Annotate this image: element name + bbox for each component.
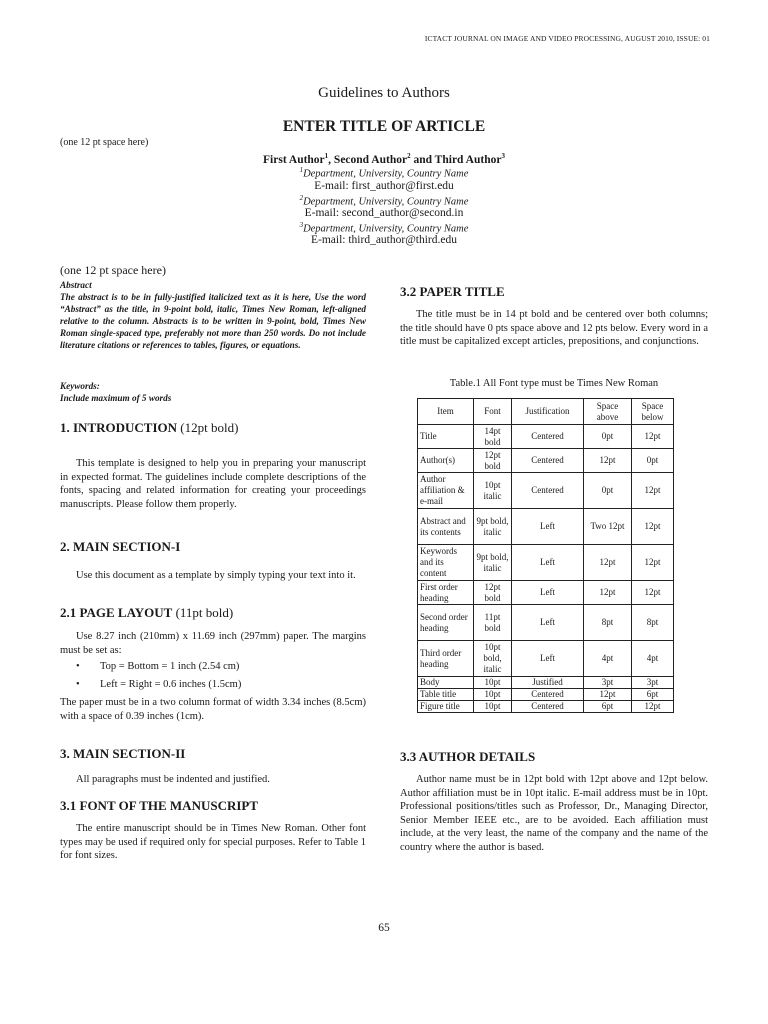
- table-cell: 14pt bold: [474, 425, 512, 449]
- author-sup: 1: [324, 152, 329, 160]
- table-cell: Left: [512, 605, 584, 641]
- affiliation-2: [0, 194, 768, 208]
- table-cell: 12pt: [584, 449, 632, 473]
- table-cell: 12pt: [584, 581, 632, 605]
- table-cell: Left: [512, 641, 584, 677]
- table-cell: 12pt: [632, 425, 674, 449]
- table-row: [418, 509, 674, 545]
- email-3: E-mail: third_author@third.edu: [310, 234, 457, 246]
- keywords-text: Include maximum of 5 words: [60, 393, 172, 403]
- section-heading-paper-title: 3.2 PAPER TITLE: [400, 284, 505, 299]
- bullet-text: Top = Bottom = 1 inch (2.54 cm): [100, 661, 240, 672]
- affiliation-text: Department, University, Country Name: [303, 223, 469, 235]
- bullet-icon: •: [76, 679, 80, 690]
- author-line: [0, 152, 768, 166]
- font-table: [417, 398, 674, 713]
- table-cell: 0pt: [584, 425, 632, 449]
- page-number: 65: [378, 922, 390, 934]
- table-cell: 10pt: [474, 677, 512, 689]
- table-cell: 10pt bold, italic: [474, 641, 512, 677]
- table-cell: 4pt: [584, 641, 632, 677]
- table-row: [418, 581, 674, 605]
- table-cell: First order heading: [418, 581, 474, 605]
- table-cell: Keywords and its content: [418, 545, 474, 581]
- table-row: [418, 473, 674, 509]
- table-cell: Author affiliation & e-mail: [418, 473, 474, 509]
- table-header-cell: Space below: [632, 399, 674, 425]
- table-cell: 0pt: [584, 473, 632, 509]
- section-heading-font: 3.1 FONT OF THE MANUSCRIPT: [60, 798, 259, 813]
- affiliation-3: [0, 221, 768, 235]
- table-cell: 12pt: [632, 545, 674, 581]
- table-cell: 10pt: [474, 701, 512, 713]
- table-row: [418, 605, 674, 641]
- table-cell: 0pt: [632, 449, 674, 473]
- heading-note: (11pt bold): [172, 605, 234, 620]
- table-cell: 12pt bold: [474, 581, 512, 605]
- main1-paragraph: Use this document as a template by simply typing your text into it.: [76, 570, 356, 581]
- table-cell: Justified: [512, 677, 584, 689]
- space-note: (one 12 pt space here): [60, 137, 149, 148]
- table-cell: Centered: [512, 701, 584, 713]
- second-author: , Second Author: [328, 153, 408, 166]
- table-row: [418, 425, 674, 449]
- heading-note: (12pt bold): [177, 420, 239, 435]
- table-row: [418, 689, 674, 701]
- table-cell: Left: [512, 509, 584, 545]
- table-cell: Title: [418, 425, 474, 449]
- table-cell: 12pt bold: [474, 449, 512, 473]
- table-cell: Figure title: [418, 701, 474, 713]
- table-cell: 12pt: [632, 473, 674, 509]
- bullet-icon: •: [76, 661, 80, 672]
- email-1: E-mail: first_author@first.edu: [314, 180, 454, 192]
- intro-paragraph: This template is designed to help you in preparing your manuscript in expected format. The guidelines include complete descriptions of the fonts, spacing and related information for creating your proceedings manuscripts. Please follow them properly.: [60, 458, 366, 510]
- table-cell: Third order heading: [418, 641, 474, 677]
- table-cell: 12pt: [584, 545, 632, 581]
- table-cell: Table title: [418, 689, 474, 701]
- font-paragraph: The entire manuscript should be in Times New Roman. Other font types may be used if required only for special purposes. Refer to Table 1 for font sizes.: [60, 823, 366, 862]
- space-note-2: (one 12 pt space here): [60, 263, 166, 277]
- section-heading-author-details: 3.3 AUTHOR DETAILS: [400, 749, 536, 764]
- section-heading-main-2: 3. MAIN SECTION-II: [60, 746, 186, 761]
- affil-sup: 2: [299, 194, 304, 202]
- paper-title-paragraph: The title must be in 14 pt bold and be centered over both columns; the title should have 0 pts space above and 12 pts below. Every word in a title must be capitalized except articles, prepositions, and conjunctions.: [400, 309, 708, 348]
- table-cell: 9pt bold, italic: [474, 545, 512, 581]
- table-cell: Centered: [512, 473, 584, 509]
- affiliation-text: Department, University, Country Name: [303, 196, 469, 208]
- table-cell: Two 12pt: [584, 509, 632, 545]
- table-cell: 3pt: [584, 677, 632, 689]
- affiliation-1: [0, 166, 768, 180]
- table-cell: 8pt: [584, 605, 632, 641]
- table-cell: 6pt: [584, 701, 632, 713]
- table-row: [418, 701, 674, 713]
- heading-text: 1. INTRODUCTION: [60, 420, 178, 435]
- table-cell: Author(s): [418, 449, 474, 473]
- affiliation-text: Department, University, Country Name: [303, 168, 469, 180]
- section-heading-main-1: 2. MAIN SECTION-I: [60, 539, 181, 554]
- journal-header: ICTACT JOURNAL ON IMAGE AND VIDEO PROCESSING, AUGUST 2010, ISSUE: 01: [424, 34, 710, 43]
- table-cell: Centered: [512, 449, 584, 473]
- first-author: First Author: [263, 153, 325, 166]
- guidelines-heading: Guidelines to Authors: [318, 85, 450, 101]
- table-cell: Abstract and its contents: [418, 509, 474, 545]
- table-cell: 12pt: [632, 509, 674, 545]
- heading-text: 2.1 PAGE LAYOUT: [60, 605, 173, 620]
- affil-sup: 1: [299, 166, 304, 174]
- email-2: E-mail: second_author@second.in: [304, 207, 464, 219]
- layout-paragraph-2: The paper must be in a two column format of width 3.34 inches (8.5cm) with a space of 0.39 inches (1cm).: [60, 697, 366, 722]
- keywords-heading: Keywords:: [60, 381, 100, 391]
- table-row: [418, 677, 674, 689]
- section-heading-introduction: [60, 420, 238, 436]
- table-header-cell: Justification: [512, 399, 584, 425]
- table-cell: 12pt: [584, 689, 632, 701]
- table-cell: 10pt italic: [474, 473, 512, 509]
- table-header-cell: Item: [418, 399, 474, 425]
- bullet-item: [60, 676, 366, 694]
- table-cell: Second order heading: [418, 605, 474, 641]
- table-cell: 12pt: [632, 581, 674, 605]
- abstract-block: [60, 279, 366, 351]
- table-cell: 11pt bold: [474, 605, 512, 641]
- bullet-item: [60, 658, 366, 676]
- table-row: [418, 641, 674, 677]
- table-cell: 9pt bold, italic: [474, 509, 512, 545]
- author-details-paragraph: Author name must be in 12pt bold with 12pt above and 12pt below. Author affiliation must be in 10pt italic. E-mail address must be in 10pt. Professional positions/titles such as Professor, Dr., Managing Director, Senior Member IEEE etc., are to be avoided. Each affiliation must include, at the very least, the name of the company and the name of the country where the author is based.: [400, 774, 708, 853]
- table-row: [418, 545, 674, 581]
- table-cell: Body: [418, 677, 474, 689]
- section-heading-page-layout: [60, 605, 233, 621]
- table-cell: 12pt: [632, 701, 674, 713]
- abstract-text: The abstract is to be in fully-justified italicized text as it is here, Use the word “Abstract” as the title, in 9-point bold, italic, Times New Roman, left-aligned relative to the column. Abstracts is to be written in 9-point, bold, Times New Roman single-spaced type, preferably not more than 250 words. Do not include literature citations or references to tables, figures, or equations.: [60, 292, 366, 350]
- margin-bullets: [60, 658, 366, 694]
- table-caption: Table.1 All Font type must be Times New Roman: [449, 378, 659, 389]
- bullet-text: Left = Right = 0.6 inches (1.5cm): [100, 679, 242, 690]
- layout-paragraph: Use 8.27 inch (210mm) x 11.69 inch (297mm) paper. The margins must be set as:: [60, 631, 366, 656]
- keywords-block: [60, 380, 366, 404]
- table-header-cell: Space above: [584, 399, 632, 425]
- author-sup: 2: [407, 152, 411, 160]
- table-cell: 8pt: [632, 605, 674, 641]
- table-row: [418, 449, 674, 473]
- author-sup: 3: [501, 152, 505, 160]
- table-cell: Centered: [512, 689, 584, 701]
- table-cell: Left: [512, 581, 584, 605]
- table-cell: 10pt: [474, 689, 512, 701]
- table-cell: 3pt: [632, 677, 674, 689]
- table-cell: Left: [512, 545, 584, 581]
- affil-sup: 3: [299, 221, 304, 229]
- table-cell: 4pt: [632, 641, 674, 677]
- table-cell: 6pt: [632, 689, 674, 701]
- third-author: and Third Author: [410, 153, 502, 166]
- table-cell: Centered: [512, 425, 584, 449]
- article-title: ENTER TITLE OF ARTICLE: [282, 118, 486, 135]
- table-header-cell: Font: [474, 399, 512, 425]
- main2-paragraph: All paragraphs must be indented and justified.: [76, 774, 270, 785]
- abstract-heading: Abstract: [60, 280, 92, 290]
